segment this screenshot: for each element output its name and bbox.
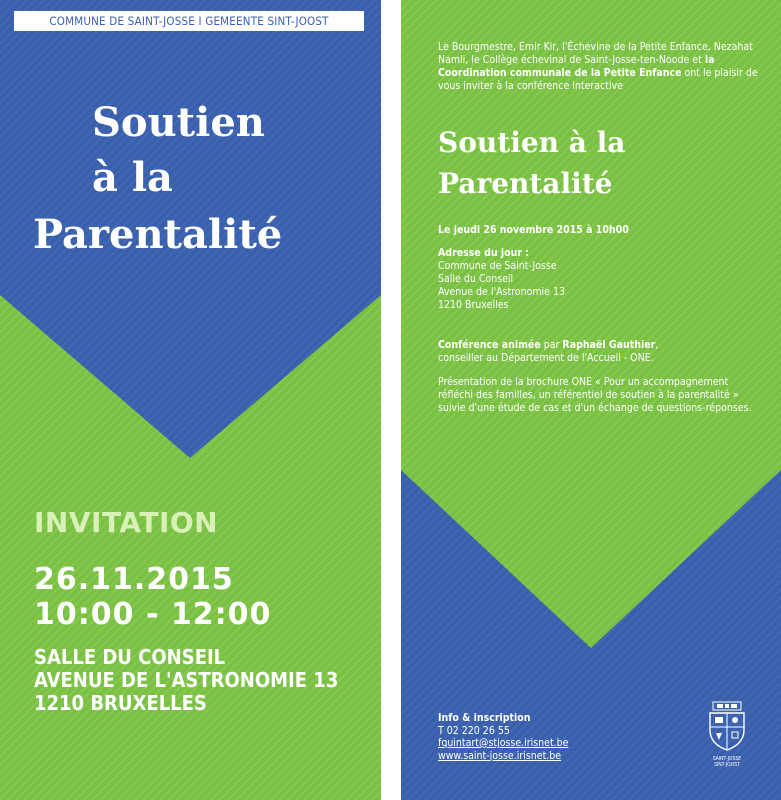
commune-logo [702, 700, 752, 768]
address-block [438, 247, 768, 312]
event-date: 26.11.2015 [34, 562, 234, 597]
title-text: Parentalité [33, 211, 283, 258]
logo-caption-2: SINT-JOOST [714, 762, 740, 768]
back-title-line-1: Soutien à la [438, 126, 626, 159]
contact-block [438, 712, 569, 762]
website-link[interactable]: www.saint-josse.irisnet.be [438, 749, 562, 762]
address-line: Salle du Conseil [438, 273, 514, 285]
address-line: Avenue de l'Astronomie 13 [438, 286, 566, 298]
title-text: Soutien [92, 99, 265, 146]
date-line: Le jeudi 26 novembre 2015 à 10h00 [438, 224, 629, 236]
coat-of-arms-icon [702, 700, 752, 752]
invitation-back-panel [401, 0, 781, 800]
intro-text-end: ont le plaisir de vous inviter à la conférence interactive [438, 67, 758, 92]
commune-header: COMMUNE DE SAINT-JOSSE I GEMEENTE SINT-JOOST [14, 11, 364, 31]
conference-block: Conférence animée par Raphaël Gauthier, conseiller au Département de l'Accueil - ONE. [438, 339, 768, 365]
speaker-name: Raphaël Gauthier [562, 339, 656, 351]
address-line: Commune de Saint-Josse [438, 260, 557, 272]
title-line-2 [92, 154, 173, 201]
title-text: à la [92, 154, 173, 201]
address-line: 1210 Bruxelles [438, 299, 509, 311]
invitation-front-panel [0, 0, 381, 800]
title-line-3 [33, 211, 283, 258]
address-label: Adresse du jour : [438, 247, 530, 259]
intro-text [438, 41, 768, 93]
intro-text-start: Le Bourgmestre, Emir Kir, l'Échevine de la Petite Enfance, Nezahat Namli, le Collège échevinal de Saint-Josse-ten-Noode et [438, 41, 753, 66]
venue-line: AVENUE DE L'ASTRONOMIE 13 [34, 668, 339, 692]
phone-number: T 02 220 26 55 [438, 724, 510, 737]
presentation-text: Présentation de la brochure ONE « Pour un accompagnement réfléchi des familles, un référentiel de soutien à la parentalité » suivie d'une étude de cas et d'un échange de questions-réponses. [438, 376, 752, 414]
intro-text-bold: la Coordination communale de la Petite Enfance [438, 54, 715, 79]
conference-label: Conférence animée [438, 339, 541, 351]
conference-connector: par [540, 339, 563, 351]
back-title-line-2: Parentalité [438, 167, 613, 200]
email-link[interactable]: fquintart@stjosse.irisnet.be [438, 737, 569, 749]
title-line-1 [92, 99, 265, 146]
logo-caption-1: SAINT-JOSSE [712, 756, 742, 762]
venue-line: 1210 BRUXELLES [34, 691, 207, 715]
invitation-label: INVITATION [34, 506, 219, 539]
venue-line: SALLE DU CONSEIL [34, 645, 226, 669]
speaker-role: conseiller au Département de l'Accueil - ONE. [438, 352, 654, 364]
info-label: Info & inscription [438, 712, 531, 724]
event-time: 10:00 - 12:00 [34, 597, 272, 632]
